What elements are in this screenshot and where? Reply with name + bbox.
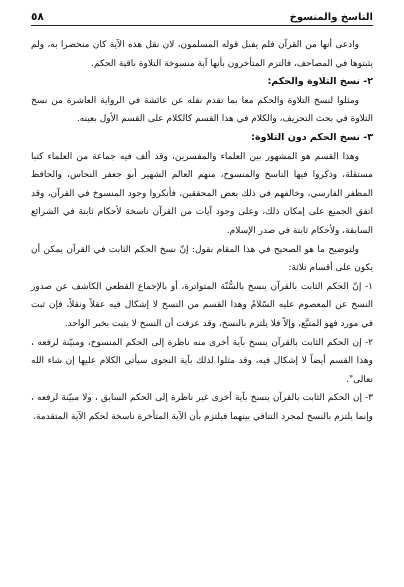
list-item-1: ١- إنّ الحكم الثابت بالقرآن ينسخ بالسُّنّة المتواترة، أو بالإجماع القطعي الكاشف عن صدور النسخ عن المعصوم عليه السّلامُ وهذا القسم من النسخ لا إشكال فيه عقلاً ونقلاً، فإن ثبت في مورد فهو المتبَّع، وإلاّ فلا يلتزم بالنسخ، وقد عرفت أن النسخ لا يثبت بخبر الواحد.	[31, 281, 373, 329]
page-number: ٥٨	[31, 11, 44, 23]
list-item-2: ٢- إن الحكم الثابت بالقرآن ينسخ بآية أخرى منه ناظرة إلى الحكم المنسوخ، ومبيّنة لرفعه ، وهذا القسم أيضاً لا إشكال فيه، وقد مثلوا لذلك بآية النجوى سيأتي الكلام عليها إن شاء الله تعالى".	[31, 337, 373, 385]
section-heading-3: ٣- نسخ الحكم دون التلاوة:	[251, 131, 373, 143]
list-item-3: ٣- إن الحكم الثابت بالقرآن ينسخ بآية أخرى غير ناظرة إلى الحكم السابق ، ولا مبيّنة لرفعه ، وإنما يلتزم بالنسخ لمجرد التنافي بينهما فيلتزم بأن الآية المتأخرة ناسخة لحكم الآية المتقدمة.	[31, 393, 373, 422]
page-body	[31, 36, 373, 426]
running-title: الناسخ والمنسوخ	[289, 12, 373, 23]
paragraph-section-3: وهذا القسم هو المشهور بين العلماء والمفسرين، وقد ألف فيه جماعة من العلماء كتبا مستقلة، وذكروا فيها الناسخ والمنسوخ، منهم العالم الشهير أبو جعفر النحاس، والحافظ المظفر الفارسي، وخالفهم في ذلك بعض المحققين، فأنكروا وجود المنسوخ في القرآن، وقد اتفق الجميع على إمكان ذلك، وعلى وجود آيات من القرآن ناسخة لأحكام ثابتة في الشرائع السابقة، ولأحكام ثابتة في صدر الإسلام.	[31, 151, 373, 236]
section-heading-2: ٢- نسخ التلاوة والحكم:	[267, 76, 373, 88]
running-header	[31, 8, 373, 26]
paragraph-section-2: ومثلوا لنسخ التلاوة والحكم معا بما تقدم نقله عن عائشة في الرواية العاشرة من نسخ التلاوة في بحث التحريف، والكلام في هذا القسم كالكلام على القسم الأول بعينه.	[31, 95, 373, 125]
paragraph-continuation: وادعى أنها من القرآن فلم يقبل قوله المسلمون، لان نقل هذه الآية كان منحصرا به، ولم يثبتوها في المصاحف، فالتزم المتأخرون بأنها آية منسوخة التلاوة باقية الحكم.	[31, 40, 373, 69]
paragraph-clarification: ولتوضيح ما هو الصحيح في هذا المقام نقول: إنّ نسخ الحكم الثابت في القرآن يمكن أن يكون على أقسام ثلاثة:	[31, 244, 373, 274]
